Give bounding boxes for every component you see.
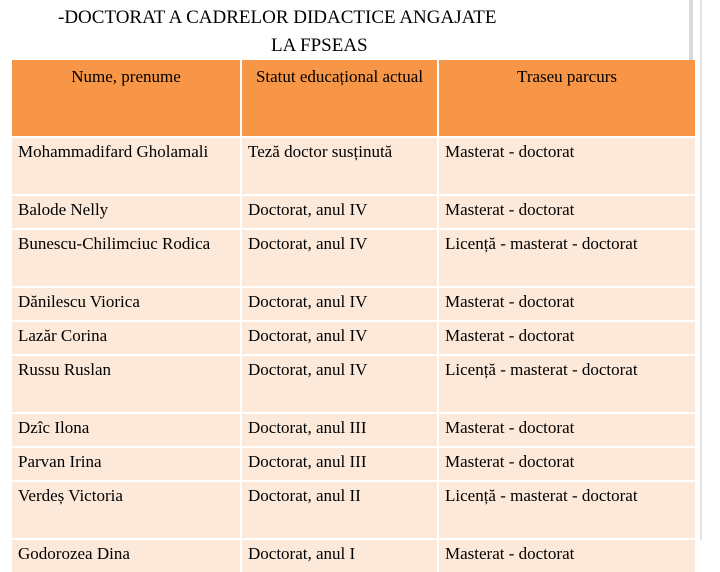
cell-name: Godorozea Dina xyxy=(12,539,241,572)
cell-path: Masterat - doctorat xyxy=(438,195,696,229)
cell-status: Doctorat, anul IV xyxy=(241,195,438,229)
table-row xyxy=(12,481,696,539)
table-row xyxy=(12,447,696,481)
cell-status: Doctorat, anul IV xyxy=(241,229,438,287)
cell-path: Licență - masterat - doctorat xyxy=(438,481,696,539)
header-name: Nume, prenume xyxy=(12,60,241,137)
cell-name: Lazăr Corina xyxy=(12,321,241,355)
doctorate-staff-table xyxy=(12,60,697,572)
cell-status: Doctorat, anul IV xyxy=(241,287,438,321)
cell-path: Masterat - doctorat xyxy=(438,137,696,195)
cell-path: Licență - masterat - doctorat xyxy=(438,229,696,287)
cell-name: Russu Ruslan xyxy=(12,355,241,413)
slide-frame-border-outer xyxy=(700,0,702,540)
cell-status: Teză doctor susținută xyxy=(241,137,438,195)
cell-path: Masterat - doctorat xyxy=(438,413,696,447)
table-row xyxy=(12,413,696,447)
table-row xyxy=(12,539,696,572)
cell-path: Masterat - doctorat xyxy=(438,539,696,572)
cell-status: Doctorat, anul II xyxy=(241,481,438,539)
cell-name: Dănilescu Viorica xyxy=(12,287,241,321)
table-row xyxy=(12,355,696,413)
slide-title-line1: -DOCTORAT A CADRELOR DIDACTICE ANGAJATE xyxy=(58,7,497,28)
cell-status: Doctorat, anul III xyxy=(241,447,438,481)
cell-path: Licență - masterat - doctorat xyxy=(438,355,696,413)
cell-name: Mohammadifard Gholamali xyxy=(12,137,241,195)
cell-status: Doctorat, anul IV xyxy=(241,355,438,413)
cell-status: Doctorat, anul I xyxy=(241,539,438,572)
cell-status: Doctorat, anul IV xyxy=(241,321,438,355)
table-row xyxy=(12,195,696,229)
cell-status: Doctorat, anul III xyxy=(241,413,438,447)
cell-name: Dzîc Ilona xyxy=(12,413,241,447)
cell-path: Masterat - doctorat xyxy=(438,321,696,355)
cell-name: Parvan Irina xyxy=(12,447,241,481)
slide-title xyxy=(30,4,630,60)
cell-path: Masterat - doctorat xyxy=(438,287,696,321)
header-status: Statut educațional actual xyxy=(241,60,438,137)
table-header-row xyxy=(12,60,696,137)
table-row xyxy=(12,287,696,321)
cell-name: Bunescu-Chilimciuc Rodica xyxy=(12,229,241,287)
table-row xyxy=(12,229,696,287)
cell-name: Balode Nelly xyxy=(12,195,241,229)
table-row xyxy=(12,321,696,355)
cell-path: Masterat - doctorat xyxy=(438,447,696,481)
cell-name: Verdeș Victoria xyxy=(12,481,241,539)
slide-title-line2: LA FPSEAS xyxy=(271,35,368,56)
table-row xyxy=(12,137,696,195)
header-path: Traseu parcurs xyxy=(438,60,696,137)
